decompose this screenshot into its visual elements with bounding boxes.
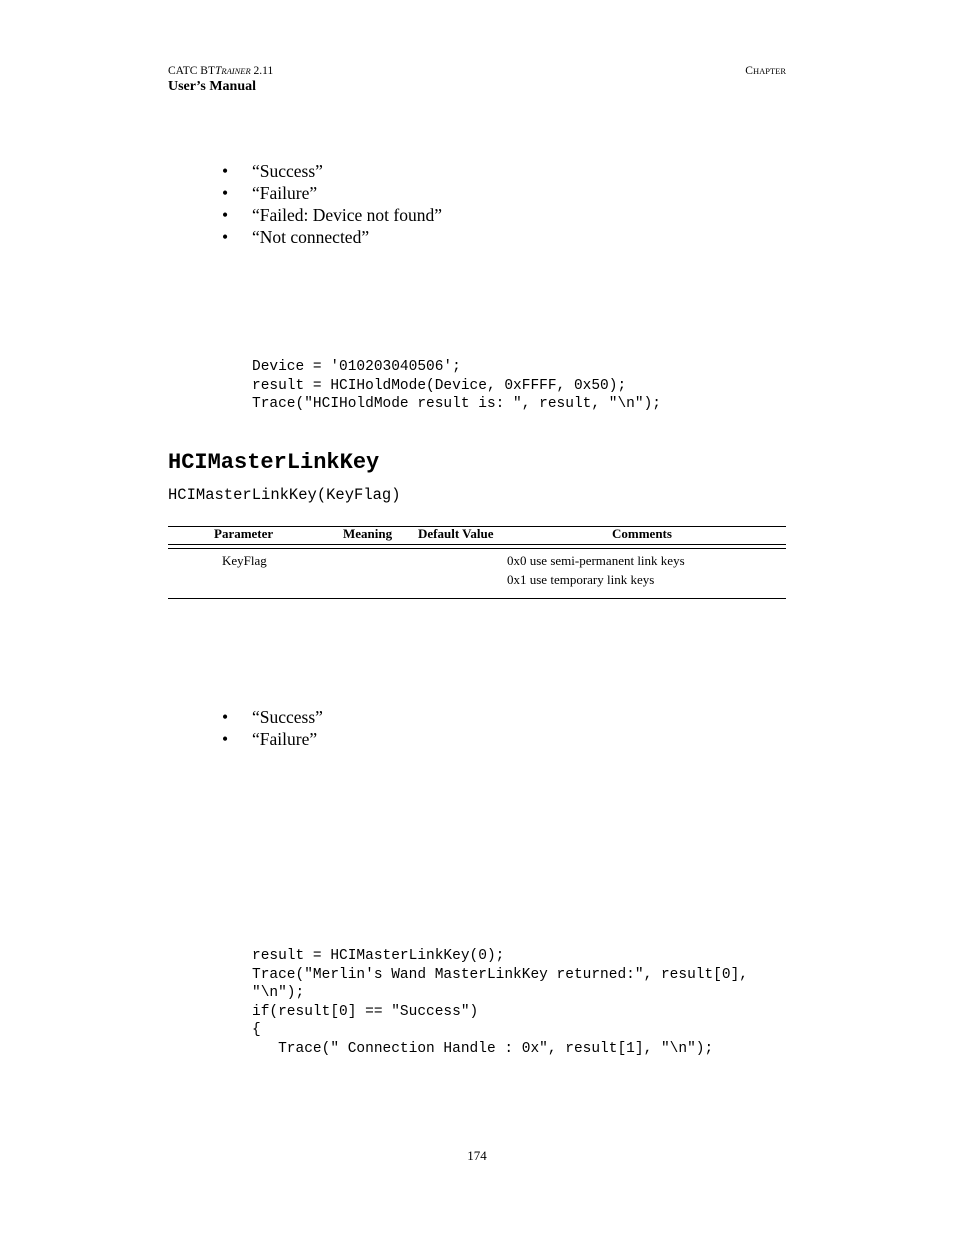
list-item-text: “Success” [252, 161, 323, 181]
chapter-rest: HAPTER [752, 66, 786, 76]
code-line: Device = '010203040506'; [252, 359, 461, 375]
code-example-masterlinkkey [252, 947, 748, 1059]
return-values-list-bottom [222, 706, 323, 750]
table-header-comments: Comments [612, 526, 672, 541]
header-trainer-rest: RAINER [221, 66, 251, 76]
code-line: Trace("HCIHoldMode result is: ", result, "\n"); [252, 396, 661, 413]
code-line: result = HCIMasterLinkKey(0); [252, 948, 505, 964]
bullet-icon: • [222, 205, 229, 225]
header-product: CATC BT [168, 65, 215, 77]
header-version: 2.11 [253, 65, 274, 77]
table-header-default-value: Default Value [418, 526, 494, 541]
list-item [222, 226, 442, 248]
list-item [222, 182, 442, 204]
table-header-rule-2 [168, 548, 786, 549]
bullet-icon: • [222, 729, 229, 749]
list-item-text: “Failure” [252, 183, 318, 203]
running-header-chapter [745, 64, 786, 78]
header-trainer-initial: T [214, 65, 222, 77]
list-item-text: “Failed: Device not found” [252, 205, 443, 225]
running-header-subtitle: User’s Manual [168, 79, 257, 94]
code-line: if(result[0] == "Success") [252, 1003, 479, 1020]
code-line: Trace("Merlin's Wand MasterLinkKey returned:", result[0], [252, 966, 748, 983]
code-line: result = HCIHoldMode(Device, 0xFFFF, 0x50); [252, 377, 627, 394]
page-number: 174 [467, 1148, 487, 1163]
bullet-icon: • [222, 227, 229, 247]
table-header-meaning: Meaning [343, 526, 393, 541]
list-item-text: “Success” [252, 707, 323, 727]
table-bottom-rule [168, 598, 786, 599]
running-header-title [168, 64, 273, 78]
list-item-text: “Not connected” [252, 227, 370, 247]
table-cell-comment: 0x0 use semi-permanent link keys [507, 553, 685, 568]
chapter-initial: C [745, 65, 753, 77]
list-item [222, 706, 323, 728]
table-cell-parameter: KeyFlag [222, 553, 267, 568]
table-header-rule-1 [168, 544, 786, 545]
table-cell-comment: 0x1 use temporary link keys [507, 572, 655, 587]
list-item [222, 160, 442, 182]
code-line: Trace(" Connection Handle : 0x", result[1], "\n"); [252, 1040, 714, 1057]
section-title: HCIMasterLinkKey [168, 450, 380, 475]
bullet-icon: • [222, 161, 229, 181]
function-signature: HCIMasterLinkKey(KeyFlag) [168, 486, 401, 504]
code-line: "\n"); [252, 985, 305, 1002]
code-example-holdmode [252, 358, 661, 414]
return-values-list-top [222, 160, 442, 248]
list-item-text: “Failure” [252, 729, 318, 749]
table-header-parameter: Parameter [214, 526, 274, 541]
bullet-icon: • [222, 707, 229, 727]
code-line: { [252, 1022, 261, 1039]
list-item [222, 728, 323, 750]
bullet-icon: • [222, 183, 229, 203]
list-item [222, 204, 442, 226]
